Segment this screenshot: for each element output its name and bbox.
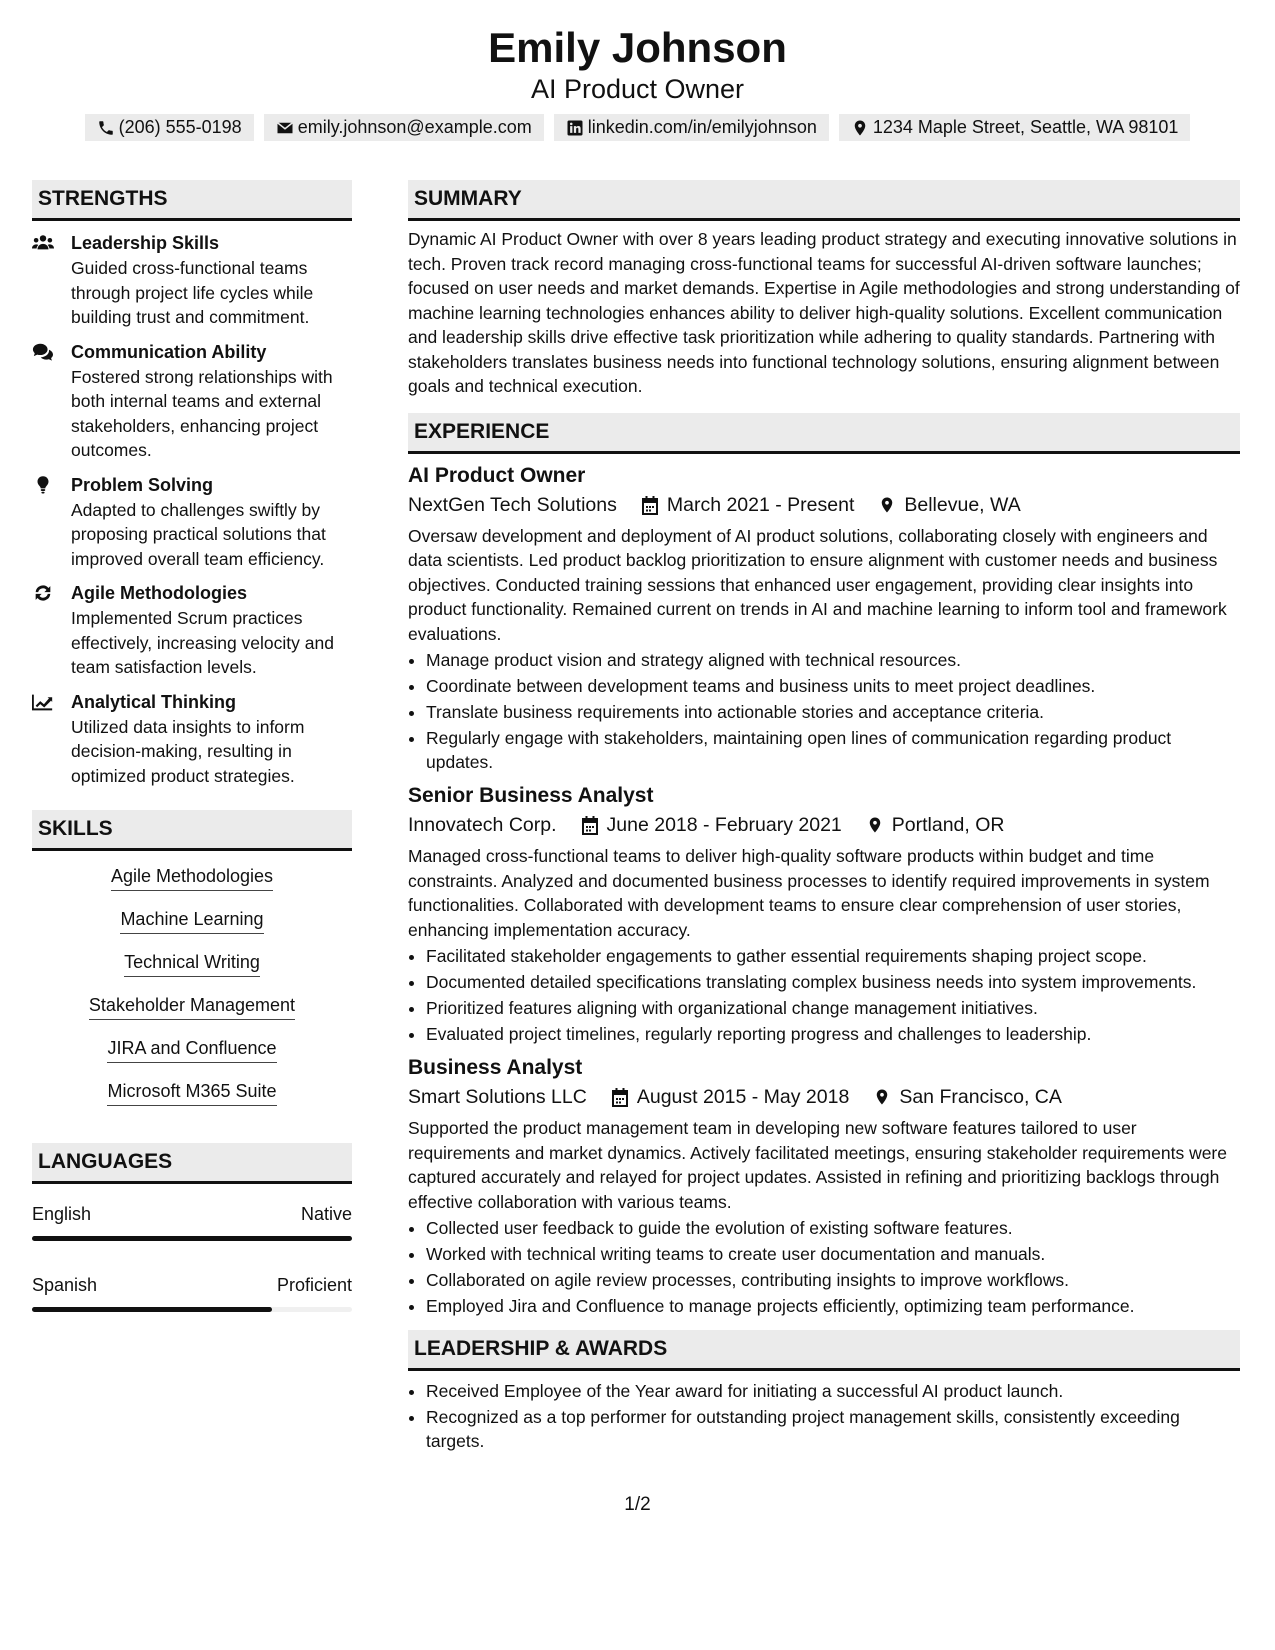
- job-entry: [408, 462, 1240, 775]
- strength-desc: Guided cross-functional teams through project life cycles while building trust and commitment.: [71, 258, 314, 327]
- chart-line-icon: [32, 692, 56, 712]
- job-location: San Francisco, CA: [899, 1086, 1062, 1108]
- linkedin-icon: [566, 119, 584, 137]
- job-bullet: • Worked with technical writing teams to create user documentation and manuals.: [426, 1242, 1240, 1266]
- job-dates: August 2015 - May 2018: [636, 1086, 850, 1108]
- skill-tag: Stakeholder Management: [89, 992, 295, 1020]
- language-name: English: [32, 1204, 92, 1224]
- experience-heading: EXPERIENCE: [408, 413, 1240, 454]
- language-level: Proficient: [276, 1275, 352, 1295]
- skill-tag: Agile Methodologies: [111, 863, 273, 891]
- job-bullet: • Manage product vision and strategy aligned with technical resources.: [426, 648, 1240, 672]
- calendar-icon: [611, 1087, 629, 1107]
- job-entry: [408, 782, 1240, 1046]
- strength-title: Leadership Skills: [71, 233, 220, 253]
- strength-item: [32, 473, 352, 572]
- skill-tag: Microsoft M365 Suite: [107, 1078, 276, 1106]
- phone-icon: [97, 119, 115, 137]
- job-company: Innovatech Corp.: [408, 814, 557, 836]
- contact-email-text: emily.johnson@example.com: [297, 117, 532, 137]
- award-item: • Received Employee of the Year award for initiating a successful AI product launch.: [426, 1379, 1240, 1403]
- strength-item: [32, 231, 352, 330]
- job-description: Supported the product management team in developing new software features tailored to user requirements and market dynamics. Actively facilitated meetings, ensuring stakeholder requirements were captured accurately and relayed for project updates. Assisted in refining and prioritizing backlogs through effective collaboration with various teams.: [408, 1118, 1227, 1212]
- job-description: Managed cross-functional teams to deliver high-quality software products within budget and time constraints. Analyzed and documented business processes to identify required improvements in system functionalities. Collaborated with development teams to ensure clear comprehension of user stories, enhancing implementation accuracy.: [408, 846, 1210, 940]
- job-bullet: • Coordinate between development teams and business units to meet project deadlines.: [426, 674, 1240, 698]
- job-meta: [408, 1082, 1240, 1112]
- contact-email[interactable]: [264, 114, 544, 141]
- languages-list: [32, 1202, 352, 1312]
- language-level-fill: [32, 1236, 352, 1241]
- contact-phone-text: (206) 555-0198: [118, 117, 242, 137]
- job-location: Portland, OR: [891, 814, 1005, 836]
- contact-linkedin-text: linkedin.com/in/emilyjohnson: [587, 117, 817, 137]
- calendar-icon: [641, 495, 659, 515]
- users-icon: [32, 233, 56, 253]
- strength-title: Problem Solving: [71, 474, 214, 495]
- summary-heading: SUMMARY: [408, 180, 1240, 221]
- job-bullet: • Translate business requirements into actionable stories and acceptance criteria.: [426, 700, 1240, 724]
- strength-desc: Adapted to challenges swiftly by proposing practical solutions that improved overall team efficiency.: [71, 499, 326, 569]
- contact-address[interactable]: [839, 114, 1191, 141]
- job-bullet: • Prioritized features aligning with organizational change management initiatives.: [426, 996, 1240, 1020]
- job-description: Oversaw development and deployment of AI product solutions, collaborating closely with engineers and data scientists. Led product backlog prioritization to ensure alignment with customer needs and business objectives. Conducted training sessions that enhanced user engagement, providing clear insights into product functionality. Remained current on trends in AI and machine learning to inform tool and framework evaluations.: [408, 525, 1227, 644]
- job-company: NextGen Tech Solutions: [408, 493, 617, 516]
- strength-title: Communication Ability: [71, 341, 267, 362]
- contact-phone[interactable]: [85, 114, 254, 141]
- language-level-bar: [32, 1307, 352, 1312]
- language-row: [32, 1273, 352, 1297]
- job-entry: [408, 1054, 1240, 1318]
- envelope-icon: [276, 119, 294, 137]
- job-company: Smart Solutions LLC: [408, 1086, 587, 1108]
- left-column: [32, 180, 352, 1344]
- job-bullet: • Collaborated on agile review processes, contributing insights to improve workflows.: [426, 1268, 1240, 1292]
- candidate-role: AI Product Owner: [530, 74, 745, 104]
- awards-heading: LEADERSHIP & AWARDS: [408, 1330, 1240, 1371]
- strength-item: [32, 340, 352, 463]
- awards-list: [408, 1379, 1240, 1453]
- job-bullet: • Documented detailed specifications translating complex business needs into system improvements.: [426, 970, 1240, 994]
- right-column: [408, 180, 1240, 1455]
- job-dates: March 2021 - Present: [666, 493, 855, 516]
- skills-heading: SKILLS: [32, 810, 352, 851]
- sync-icon: [32, 583, 56, 603]
- contact-address-text: 1234 Maple Street, Seattle, WA 98101: [872, 117, 1179, 137]
- job-title: AI Product Owner: [408, 463, 586, 487]
- job-meta: [408, 490, 1240, 520]
- strength-desc: Fostered strong relationships with both internal teams and external stakeholders, enhancing project outcomes.: [71, 366, 333, 460]
- job-bullet: • Regularly engage with stakeholders, maintaining open lines of communication regarding product updates.: [426, 726, 1240, 774]
- page-number: 1/2: [624, 1494, 651, 1515]
- strength-desc: Utilized data insights to inform decision-making, resulting in optimized product strategies.: [71, 716, 305, 786]
- location-pin-icon: [851, 119, 869, 137]
- strength-item: [32, 581, 352, 680]
- calendar-icon: [581, 815, 599, 835]
- contact-bar: [0, 114, 1275, 141]
- job-bullet: • Employed Jira and Confluence to manage projects efficiently, optimizing team performance.: [426, 1294, 1240, 1318]
- strength-item: [32, 690, 352, 789]
- summary-text: Dynamic AI Product Owner with over 8 years leading product strategy and executing innovative solutions in tech. Proven track record managing cross-functional teams for successful AI-driven software launches; focused on user needs and market demands. Expertise in Agile methodologies and strong understanding of machine learning technologies enhances ability to deliver high-quality solutions. Excellent communication and leadership skills drive effective task prioritization while adhering to quality standards. Partnering with stakeholders translates business needs into functional technology solutions, ensuring alignment between goals and technical execution.: [408, 229, 1240, 396]
- candidate-name: Emily Johnson: [488, 24, 787, 71]
- location-pin-icon: [878, 495, 896, 515]
- lightbulb-icon: [32, 475, 56, 495]
- location-pin-icon: [866, 815, 884, 835]
- language-level-fill: [32, 1307, 272, 1312]
- job-title: Senior Business Analyst: [408, 784, 654, 807]
- strengths-heading: STRENGTHS: [32, 180, 352, 221]
- languages-heading: LANGUAGES: [32, 1143, 352, 1184]
- award-item: • Recognized as a top performer for outstanding project management skills, consistently exceeding targets.: [426, 1405, 1240, 1453]
- location-pin-icon: [873, 1087, 891, 1107]
- skills-list: [32, 851, 352, 1121]
- language-level: Native: [300, 1204, 352, 1224]
- strength-desc: Implemented Scrum practices effectively, increasing velocity and team satisfaction levels.: [71, 608, 334, 677]
- language-row: [32, 1202, 352, 1226]
- job-bullet: • Facilitated stakeholder engagements to gather essential requirements shaping project scope.: [426, 944, 1240, 968]
- job-title: Business Analyst: [408, 1056, 583, 1079]
- skill-tag: JIRA and Confluence: [107, 1035, 276, 1063]
- job-dates: June 2018 - February 2021: [606, 814, 842, 836]
- contact-linkedin[interactable]: [554, 114, 829, 141]
- job-meta: [408, 810, 1240, 840]
- job-bullet: • Evaluated project timelines, regularly reporting progress and challenges to leadership.: [426, 1022, 1240, 1046]
- job-bullets: [408, 1216, 1240, 1318]
- language-name: Spanish: [32, 1275, 98, 1295]
- strength-title: Agile Methodologies: [71, 583, 248, 603]
- language-level-bar: [32, 1236, 352, 1241]
- skill-tag: Technical Writing: [124, 949, 260, 977]
- job-location: Bellevue, WA: [904, 493, 1021, 516]
- job-bullet: • Collected user feedback to guide the evolution of existing software features.: [426, 1216, 1240, 1240]
- job-bullets: [408, 944, 1240, 1046]
- skill-tag: Machine Learning: [120, 906, 263, 934]
- strength-title: Analytical Thinking: [71, 691, 237, 712]
- job-bullets: [408, 648, 1240, 774]
- comments-icon: [32, 342, 56, 362]
